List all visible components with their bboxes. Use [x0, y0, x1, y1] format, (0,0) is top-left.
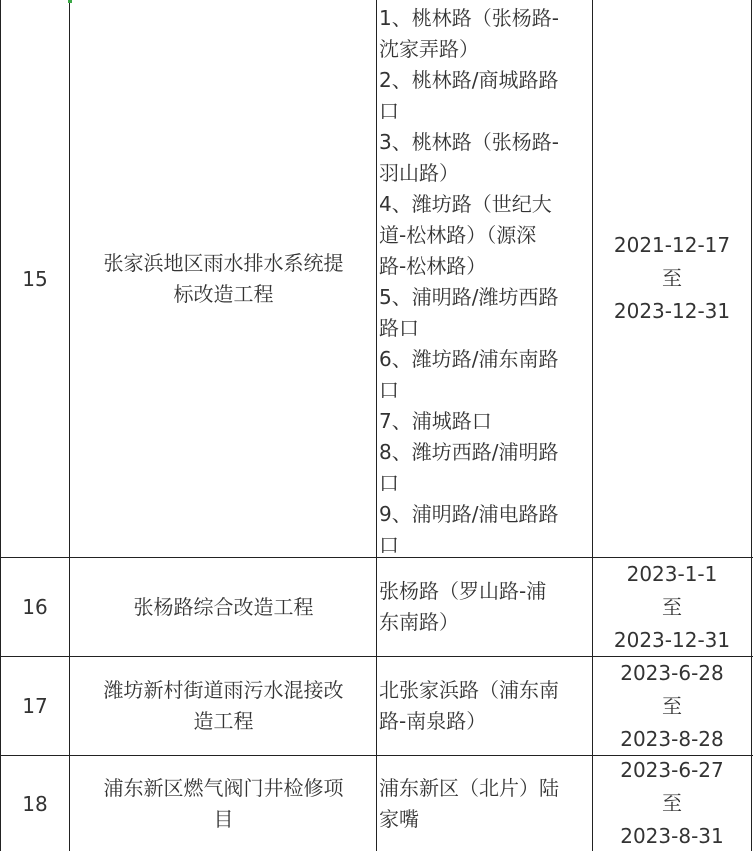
location-line: 浦东新区（北片）陆	[379, 775, 559, 800]
location-line: 4、潍坊路（世纪大	[379, 192, 552, 216]
location-cell	[377, 657, 592, 755]
location-line: 3、桃林路（张杨路-	[379, 130, 559, 154]
project-name-cell	[71, 756, 376, 851]
row-number: 17	[22, 694, 48, 718]
row-number: 18	[22, 791, 48, 816]
date-separator: 至	[661, 693, 682, 718]
location-line: 口	[379, 378, 399, 402]
location-line: 路-松林路）	[379, 254, 487, 278]
table-border-right	[751, 0, 752, 851]
project-name-cell	[71, 657, 376, 755]
location-line: 沈家弄路）	[379, 37, 479, 61]
date-separator: 至	[661, 791, 682, 815]
location-line: 9、浦明路/浦电路路	[379, 502, 559, 526]
date-separator: 至	[661, 594, 682, 619]
location-line: 8、潍坊西路/浦明路	[379, 440, 559, 464]
location-line: 5、浦明路/潍坊西路	[379, 285, 559, 309]
date-start: 2023-1-1	[626, 561, 718, 586]
date-range-cell	[593, 657, 751, 755]
location-cell	[377, 558, 592, 656]
project-name-line: 张家浜地区雨水排水系统提	[103, 250, 344, 275]
location-line: 口	[379, 533, 399, 557]
row-number: 16	[22, 595, 48, 619]
location-cell	[377, 3, 592, 557]
location-line: 家嘴	[379, 806, 419, 831]
location-line: 北张家浜路（浦东南	[379, 678, 559, 702]
location-cell	[377, 756, 592, 851]
date-end: 2023-12-31	[613, 299, 731, 323]
location-line: 东南路）	[379, 610, 459, 634]
date-separator: 至	[661, 266, 682, 290]
project-name-cell	[71, 558, 376, 656]
date-end: 2023-8-28	[620, 726, 724, 751]
date-start: 2023-6-27	[620, 758, 724, 782]
column-divider	[69, 0, 70, 851]
project-name-line: 标改造工程	[173, 281, 274, 306]
date-start: 2021-12-17	[613, 233, 731, 257]
project-name-line: 张杨路综合改造工程	[133, 594, 314, 619]
project-name-cell	[71, 0, 376, 557]
date-range-cell	[593, 558, 751, 656]
project-name-line: 造工程	[193, 709, 254, 733]
project-name-line: 浦东新区燃气阀门井检修项	[103, 775, 344, 800]
row-number: 15	[22, 266, 48, 291]
date-range-cell	[593, 756, 751, 851]
location-line: 口	[379, 99, 399, 123]
date-range-cell	[593, 0, 751, 557]
location-line: 1、桃林路（张杨路-	[379, 6, 559, 30]
location-line: 口	[379, 471, 399, 495]
project-name-line: 潍坊新村街道雨污水混接改	[103, 678, 344, 702]
location-line: 6、潍坊路/浦东南路	[379, 347, 559, 371]
project-name-line: 目	[213, 806, 234, 831]
date-start: 2023-6-28	[620, 660, 724, 685]
location-line: 路-南泉路）	[379, 709, 487, 733]
location-line: 路口	[379, 316, 419, 340]
location-line: 羽山路）	[379, 161, 459, 185]
location-line: 道-松林路）（源深	[379, 223, 537, 247]
date-end: 2023-12-31	[613, 627, 731, 652]
location-line: 7、浦城路口	[379, 409, 492, 433]
location-line: 2、桃林路/商城路路	[379, 68, 559, 92]
location-line: 张杨路（罗山路-浦	[379, 579, 547, 603]
date-end: 2023-8-31	[620, 824, 724, 848]
